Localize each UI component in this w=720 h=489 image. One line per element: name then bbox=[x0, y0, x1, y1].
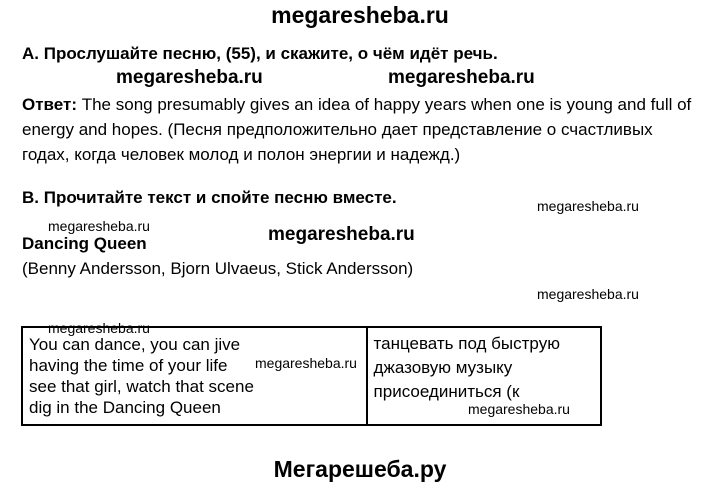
watermark: megaresheba.ru bbox=[268, 224, 415, 245]
song-title: Dancing Queen bbox=[22, 234, 147, 253]
section-a-heading: А. Прослушайте песню, (55), и скажите, о чём идёт речь. bbox=[22, 44, 498, 63]
footer-brand: Мегарешеба.ру bbox=[273, 456, 447, 482]
watermark: megaresheba.ru bbox=[48, 320, 150, 336]
lyric-line: You can dance, you can jive bbox=[29, 335, 241, 354]
watermark: megaresheba.ru bbox=[48, 218, 150, 234]
translation-line: присоединиться (к bbox=[373, 382, 520, 401]
translation-line: джазовую музыку bbox=[373, 358, 513, 377]
lyric-line: see that girl, watch that scene bbox=[29, 377, 254, 396]
watermark: megaresheba.ru bbox=[537, 286, 639, 302]
translation-line: танцевать под быструю bbox=[373, 334, 560, 353]
watermark: megaresheba.ru bbox=[468, 401, 570, 417]
lyric-line: dig in the Dancing Queen bbox=[29, 398, 221, 417]
answer-label: Ответ: bbox=[22, 95, 77, 114]
watermark: megaresheba.ru bbox=[537, 198, 639, 214]
answer-paragraph bbox=[22, 92, 702, 167]
section-b-heading: В. Прочитайте текст и спойте песню вместе. bbox=[22, 188, 397, 207]
watermark: megaresheba.ru bbox=[116, 67, 263, 88]
lyric-line: having the time of your life bbox=[29, 356, 228, 375]
answer-text: The song presumably gives an idea of happy years when one is young and full of energy and hopes. (Песня предположительно дает представление о счастливых годах, когда человек молод и полон энергии и надежд.) bbox=[22, 95, 692, 164]
song-authors: (Benny Andersson, Bjorn Ulvaeus, Stick Andersson) bbox=[22, 259, 414, 278]
site-header: megaresheba.ru bbox=[271, 2, 449, 28]
watermark: megaresheba.ru bbox=[255, 355, 357, 371]
watermark: megaresheba.ru bbox=[388, 67, 535, 88]
lyrics-english-cell bbox=[22, 327, 367, 425]
